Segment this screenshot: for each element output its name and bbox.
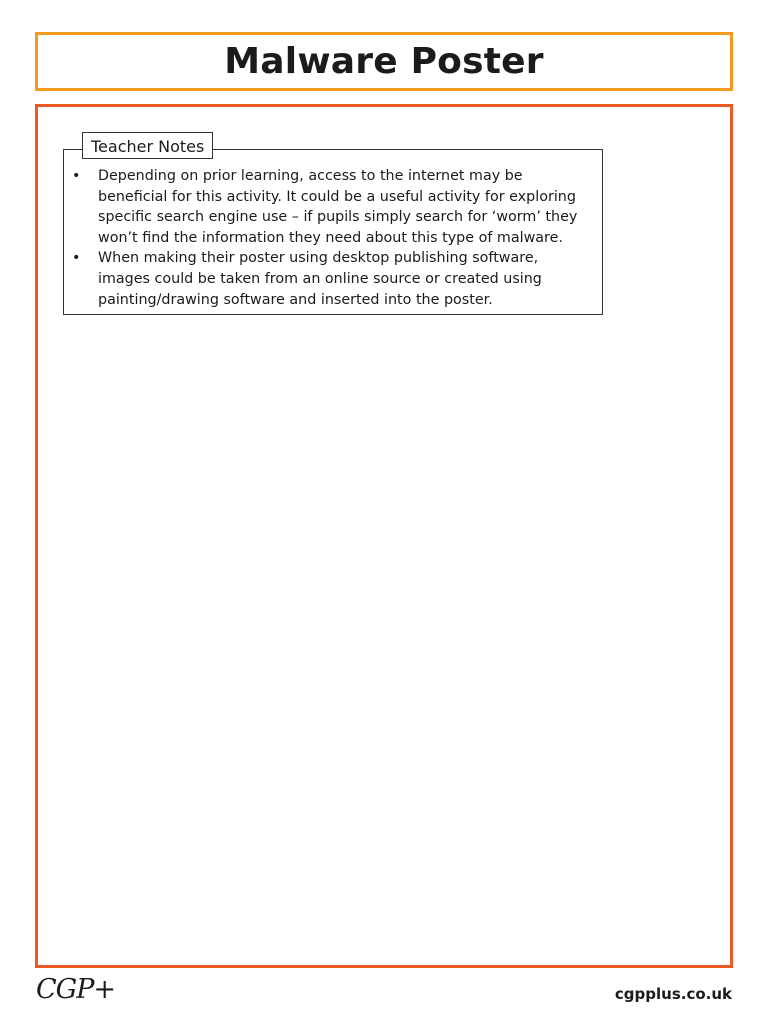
bullet-icon: •	[72, 250, 81, 267]
cgp-logo: CGP+	[36, 974, 116, 1005]
bullet-icon: •	[72, 168, 81, 184]
teacher-notes-list	[72, 166, 592, 310]
footer-url: cgpplus.co.uk	[614, 985, 732, 1003]
note-text: When making their poster using desktop publishing software, images could be taken from an online source or created using painting/drawing software and inserted into the poster.	[98, 250, 542, 308]
title-banner	[35, 32, 733, 91]
teacher-notes-label: Teacher Notes	[82, 132, 213, 159]
list-item	[72, 166, 592, 248]
page-title: Malware Poster	[224, 41, 544, 82]
list-item	[72, 248, 592, 310]
note-text: Depending on prior learning, access to the internet may be beneficial for this activity. It could be a useful activity for exploring specific search engine use – if pupils simply search for ‘worm’ they won’t find the information they need about this type of malware.	[98, 168, 578, 246]
